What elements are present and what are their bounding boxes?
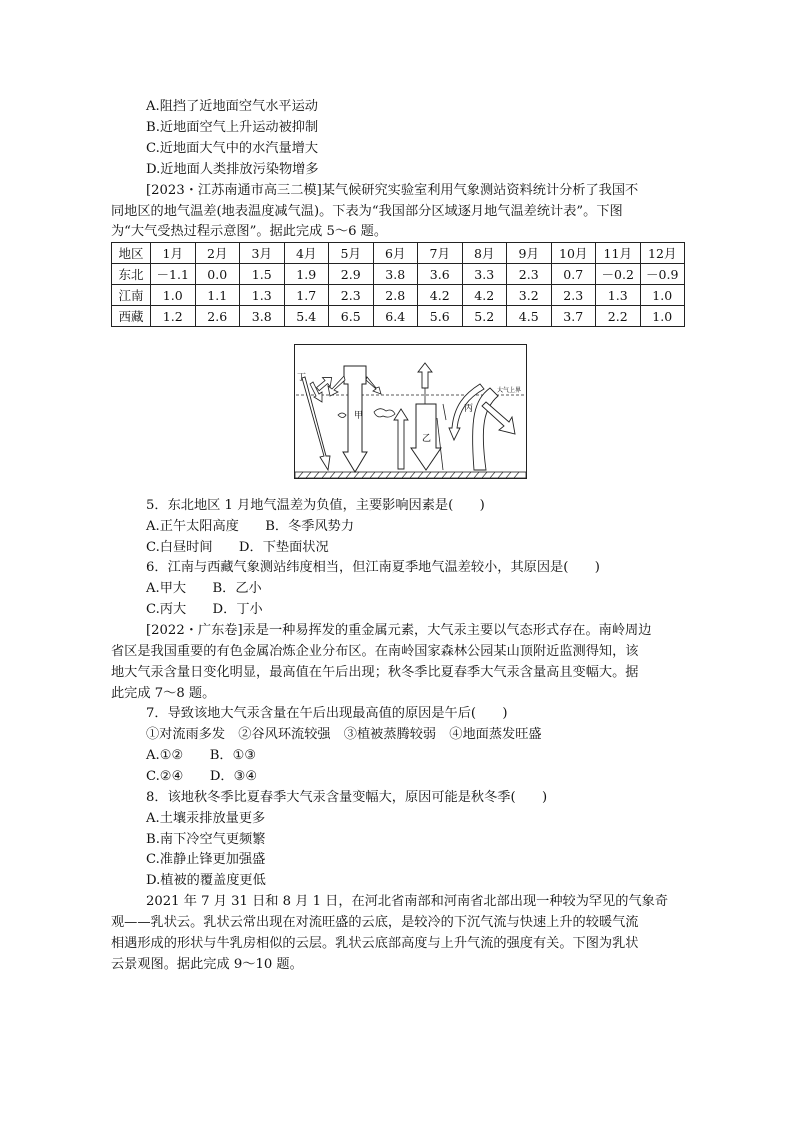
table-cell: 2.9: [329, 264, 374, 285]
question-6-stem: 6．江南与西藏气象测站纬度相当，但江南夏季地气温差较小，其原因是( ): [146, 560, 600, 575]
table-cell: －1.1: [151, 264, 196, 285]
table-cell: 5.4: [284, 306, 329, 327]
table-cell: 6.5: [329, 306, 374, 327]
table-cell: 2.6: [195, 306, 240, 327]
table-cell: －0.2: [596, 264, 641, 285]
table-header-cell: 地区: [112, 243, 151, 264]
table-cell: 4.5: [507, 306, 552, 327]
option-a: A.阻挡了近地面空气水平运动: [146, 99, 318, 114]
question-7-options-ab: A.①② B．①③: [146, 748, 257, 763]
question-7-options-cd: C.②④ D．③④: [146, 769, 258, 784]
temperature-difference-table: [111, 242, 685, 327]
table-cell: 2.8: [373, 285, 418, 306]
question-5-options-ab: A.正午太阳高度 B．冬季风势力: [146, 519, 355, 534]
table-cell: 1.9: [284, 264, 329, 285]
label-yi: 乙: [422, 434, 432, 444]
intro-7-8-line2: 省区是我国重要的有色金属冶炼企业分布区。在南岭国家森林公园某山顶附近监测得知，该: [111, 644, 639, 659]
table-cell: 东北: [112, 264, 151, 285]
table-cell: 1.0: [151, 285, 196, 306]
table-cell: 西藏: [112, 306, 151, 327]
table-cell: 1.2: [151, 306, 196, 327]
label-bing: 丙: [464, 404, 474, 414]
table-header-cell: 7月: [418, 243, 463, 264]
label-jia: 甲: [354, 411, 364, 421]
option-d: D.近地面人类排放污染物增多: [146, 162, 319, 177]
option-c: C.近地面大气中的水汽量增大: [146, 141, 319, 156]
table-cell: －0.9: [640, 264, 685, 285]
intro-9-10-line2: 观——乳状云。乳状云常出现在对流旺盛的云底，是较冷的下沉气流与快速上升的较暖气流: [111, 915, 639, 930]
table-cell: 0.7: [551, 264, 596, 285]
table-row: [112, 285, 685, 306]
table-cell: 1.3: [240, 285, 285, 306]
table-header-cell: 1月: [151, 243, 196, 264]
intro-5-6-line3: 为“大气受热过程示意图”。据此完成 5～6 题。: [111, 224, 388, 239]
table-header-cell: 10月: [551, 243, 596, 264]
intro-5-6-line2: 同地区的地气温差(地表温度减气温)。下表为“我国部分区域逐月地气温差统计表”。下图: [111, 204, 623, 219]
intro-9-10-line3: 相遇形成的形状与牛乳房相似的云层。乳状云底部高度与上升气流的强度有关。下图为乳状: [111, 936, 639, 951]
table-header-row: [112, 243, 685, 264]
table-cell: 0.0: [195, 264, 240, 285]
table-header-cell: 12月: [640, 243, 685, 264]
table-header-cell: 6月: [373, 243, 418, 264]
table-cell: 2.3: [551, 285, 596, 306]
table-header-cell: 8月: [462, 243, 507, 264]
table-cell: 1.5: [240, 264, 285, 285]
table-cell: 3.8: [373, 264, 418, 285]
question-8-option-b: B.南下冷空气更频繁: [146, 832, 266, 847]
question-8-option-c: C.准静止锋更加强盛: [146, 852, 266, 867]
intro-5-6-line1: [2023・江苏南通市高三二模]某气候研究实验室利用气象测站资料统计分析了我国不: [146, 183, 639, 198]
table-cell: 2.3: [507, 264, 552, 285]
table-cell: 2.2: [596, 306, 641, 327]
table-header-cell: 4月: [284, 243, 329, 264]
question-7-items: ①对流雨多发 ②谷风环流较强 ③植被蒸腾较弱 ④地面蒸发旺盛: [146, 727, 542, 742]
table-cell: 4.2: [418, 285, 463, 306]
table-row: [112, 306, 685, 327]
table-cell: 4.2: [462, 285, 507, 306]
question-5-options-cd: C.白昼时间 D．下垫面状况: [146, 540, 329, 555]
question-6-options-ab: A.甲大 B．乙小: [146, 581, 262, 596]
table-cell: 5.6: [418, 306, 463, 327]
table-cell: 5.2: [462, 306, 507, 327]
table-cell: 3.6: [418, 264, 463, 285]
table-cell: 1.1: [195, 285, 240, 306]
table-row: [112, 264, 685, 285]
label-ding: 丁: [297, 373, 307, 383]
table-cell: 6.4: [373, 306, 418, 327]
table-cell: 3.2: [507, 285, 552, 306]
atmosphere-heating-diagram: [294, 344, 527, 479]
question-7-stem: 7．导致该地大气汞含量在午后出现最高值的原因是午后( ): [146, 706, 508, 721]
table-header-cell: 9月: [507, 243, 552, 264]
table-header-cell: 11月: [596, 243, 641, 264]
table-cell: 3.7: [551, 306, 596, 327]
question-5-stem: 5．东北地区 1 月地气温差为负值，主要影响因素是( ): [146, 498, 485, 513]
question-6-options-cd: C.丙大 D．丁小: [146, 602, 263, 617]
intro-7-8-line3: 地大气汞含量日变化明显，最高值在午后出现；秋冬季比夏春季大气汞含量高且变幅大。据: [111, 665, 639, 680]
table-header-cell: 5月: [329, 243, 374, 264]
intro-9-10-line1: 2021 年 7 月 31 日和 8 月 1 日，在河北省南部和河南省北部出现一种较为罕见的气象奇: [146, 894, 669, 909]
table-cell: 江南: [112, 285, 151, 306]
intro-7-8-line1: [2022・广东卷]汞是一种易挥发的重金属元素，大气汞主要以气态形式存在。南岭周边: [146, 623, 652, 638]
question-8-option-a: A.土壤汞排放量更多: [146, 811, 266, 826]
table-cell: 3.8: [240, 306, 285, 327]
intro-9-10-line4: 云景观图。据此完成 9～10 题。: [111, 957, 303, 972]
table-cell: 1.0: [640, 285, 685, 306]
table-header-cell: 2月: [195, 243, 240, 264]
table-cell: 1.0: [640, 306, 685, 327]
table-cell: 2.3: [329, 285, 374, 306]
question-8-option-d: D.植被的覆盖度更低: [146, 873, 266, 888]
option-b: B.近地面空气上升运动被抑制: [146, 120, 319, 135]
intro-7-8-line4: 此完成 7～8 题。: [111, 686, 216, 701]
table-cell: 3.3: [462, 264, 507, 285]
table-header-cell: 3月: [240, 243, 285, 264]
table-cell: 1.7: [284, 285, 329, 306]
question-8-stem: 8．该地秋冬季比夏春季大气汞含量变幅大，原因可能是秋冬季( ): [146, 790, 548, 805]
table-cell: 1.3: [596, 285, 641, 306]
label-atmosphere-boundary: 大气上界: [497, 387, 522, 394]
